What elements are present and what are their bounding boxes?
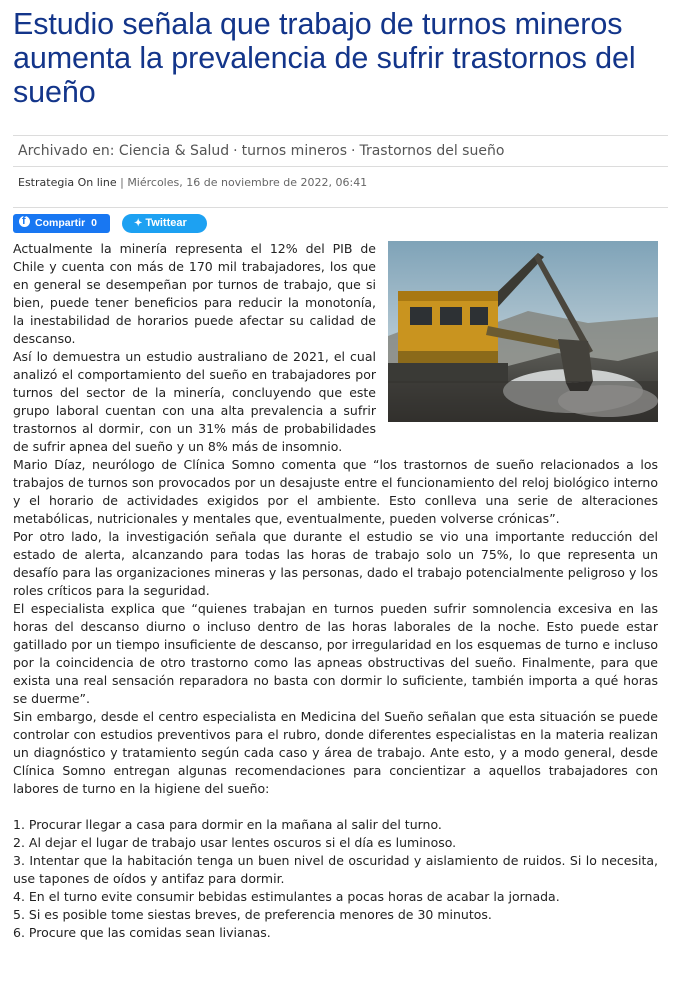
byline-source: Estrategia On line bbox=[18, 176, 117, 189]
facebook-icon bbox=[19, 216, 30, 227]
recommendation-item: 3. Intentar que la habitación tenga un buen nivel de oscuridad y aislamiento de ruidos. Si lo necesita, use tapones de oídos y antifaz para dormir. bbox=[13, 853, 658, 886]
article-paragraph: Sin embargo, desde el centro especialista en Medicina del Sueño señalan que esta situación se puede controlar con estudios preventivos para el rubro, donde diferentes especialistas en la materia realizan un diagnóstico y tratamiento según cada caso y área de trabajo. Ante esto, y a modo general, desde Clínica Somno entregan algunas recomendaciones para concientizar a aquellos trabajadores con labores de turno en la higiene del sueño: bbox=[13, 709, 658, 796]
category-link-turnos-mineros[interactable]: turnos mineros bbox=[241, 143, 348, 159]
byline-separator: | bbox=[120, 176, 124, 189]
divider bbox=[13, 135, 668, 136]
category-separator: · bbox=[351, 143, 356, 159]
paragraph-spacer bbox=[13, 798, 658, 816]
twitter-bird-icon: ✦ bbox=[134, 218, 143, 229]
byline bbox=[18, 176, 367, 189]
recommendation-item: 1. Procurar llegar a casa para dormir en la mañana al salir del turno. bbox=[13, 817, 442, 832]
recommendation-item: 2. Al dejar el lugar de trabajo usar lentes oscuros si el día es luminoso. bbox=[13, 835, 457, 850]
article-paragraph: Mario Díaz, neurólogo de Clínica Somno comenta que “los trastornos de sueño relacionados a los trabajos de turnos son provocados por un desajuste entre el funcionamiento del reloj biológico interno y el horario de actividades exigidos por el ambiente. Esto conlleva una serie de alteraciones metabólicas, nutricionales y mentales que, eventualmente, pueden volverse crónicas”. bbox=[13, 457, 658, 526]
byline-date: Miércoles, 16 de noviembre de 2022, 06:41 bbox=[127, 176, 368, 189]
facebook-share-count: 0 bbox=[91, 217, 97, 229]
article-body bbox=[13, 240, 658, 942]
article-paragraph: Actualmente la minería representa el 12% del PIB de Chile y cuenta con más de 170 mil trabajadores, los que en general se desempeñan por turnos de trabajo, que si bien, puede tener beneficios para reducir la monotonía, la inestabilidad de horarios puede afectar su calidad de descanso. bbox=[13, 241, 376, 346]
category-link-ciencia-salud[interactable]: Ciencia & Salud bbox=[118, 143, 230, 159]
recommendation-item: 6. Procure que las comidas sean livianas. bbox=[13, 925, 271, 940]
article-paragraph: El especialista explica que “quienes trabajan en turnos pueden sufrir somnolencia excesiva en las horas del descanso diurno o incluso dentro de las horas laborales de la noche. Esto puede estar gatillado por un tiempo insuficiente de descanso, por irregularidad en los esquemas de turno e incluso por la coincidencia de otro trastorno como las apneas obstructivas del sueño. Finalmente, para que exista una real sensación reparadora no basta con dormir lo suficiente, también importa a qué horas se duerme”. bbox=[13, 601, 658, 706]
article-paragraph: Por otro lado, la investigación señala que durante el estudio se vio una importante reducción del estado de alerta, alcanzando para todas las horas de trabajo solo un 75%, lo que representa un desafío para las organizaciones mineras y las personas, dado el trabajo potencialmente peligroso y los roles críticos para la seguridad. bbox=[13, 529, 658, 598]
facebook-share-label: Compartir bbox=[35, 217, 86, 229]
category-link-trastornos-del-sueno[interactable]: Trastornos del sueño bbox=[359, 143, 505, 159]
facebook-share-button[interactable] bbox=[13, 214, 110, 233]
article-paragraph: Así lo demuestra un estudio australiano de 2021, el cual analizó el comportamiento del sueño en trabajadores por turnos del sector de la minería, concluyendo que este grupo laboral cuentan con una alta prevalencia a sufrir trastornos al dormir, con un 31% más de probabilidades de sufrir apnea del sueño y un 8% más de insomnio. bbox=[13, 349, 376, 454]
filed-under-label: Archivado en: bbox=[18, 143, 115, 159]
filed-under bbox=[18, 143, 504, 159]
article-title: Estudio señala que trabajo de turnos mineros aumenta la prevalencia de sufrir trastornos del sueño bbox=[13, 7, 636, 109]
twitter-share-button[interactable] bbox=[122, 214, 207, 233]
divider bbox=[13, 166, 668, 167]
twitter-share-label: Twittear bbox=[145, 217, 187, 229]
divider bbox=[13, 207, 668, 208]
recommendation-item: 4. En el turno evite consumir bebidas estimulantes a pocas horas de acabar la jornada. bbox=[13, 889, 560, 904]
category-separator: · bbox=[233, 143, 238, 159]
mining-excavator-photo bbox=[388, 241, 658, 422]
recommendation-item: 5. Si es posible tome siestas breves, de preferencia menores de 30 minutos. bbox=[13, 907, 492, 922]
